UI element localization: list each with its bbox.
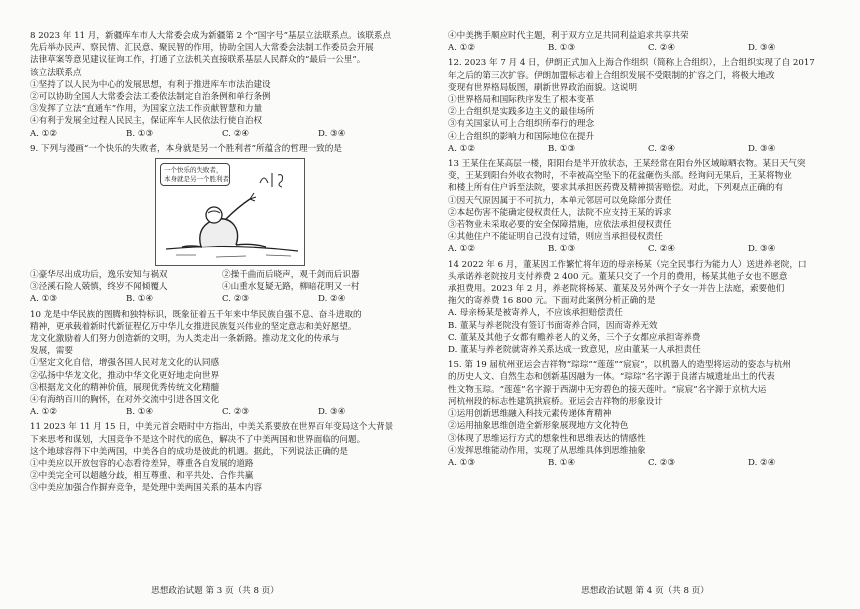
- answer-option: A. 母亲杨某是被寄养人，不应该承担赔偿责任: [448, 308, 623, 319]
- answer-choices: [448, 457, 848, 469]
- choice-d: D. ②④: [318, 294, 346, 305]
- statement-item: ④有海纳百川的胸怀，在对外交流中引进各国文化: [30, 395, 220, 406]
- question-stem: 10 龙是中华民族的图腾和独特标识，既象征着五千年来中华民族自强不息、奋斗进取的: [30, 309, 362, 320]
- question-stem: 这个地球容得下中美两国，中美各自的成功是彼此的机遇。据此，下列说法正确的是: [30, 446, 348, 457]
- choice-c: C. ②④: [222, 128, 250, 139]
- question-stem: 和楼上所有住户诉至法院，要求其承担医药费及精神损害赔偿。对此，下列观点正确的有: [448, 183, 784, 194]
- statement-item: ①因天气原因属于不可抗力，本单元邻居可以免除部分责任: [448, 195, 672, 206]
- choice-d: D. ③④: [318, 128, 346, 139]
- question-stem: 变现有世界格局版图，刷新世界政治面貌。这说明: [448, 82, 638, 93]
- choice-c: C. ②③: [648, 457, 676, 468]
- question-10: [30, 309, 414, 419]
- choice-d: D. ③④: [748, 43, 776, 54]
- choice-c: C. ②③: [222, 294, 250, 305]
- choice-b: B. ①④: [126, 407, 154, 418]
- question-stem: 8 2023 年 11 月，新疆库车市人大常委会成为新疆第 2 个“国字号”基层立法联系点。该联系点: [30, 31, 392, 41]
- choice-c: C. ②③: [222, 407, 250, 418]
- choice-c: C. ②④: [648, 244, 676, 255]
- question-stem: 拖欠的寄养费 16 800 元。下面对此案例分析正确的是: [448, 296, 656, 307]
- answer-choices: [30, 293, 414, 305]
- question-stem: 该立法联系点: [30, 67, 82, 78]
- statement-item: ②弘扬中华龙文化，推动中华文化更好地走向世界: [30, 370, 220, 381]
- question-stem: 14 2022 年 6 月，董某因工作繁忙将年迈的母亲杨某（完全民事行为能力人）送进养老院，口: [448, 259, 807, 270]
- answer-option: C. 董某及其他子女都有赡养老人的义务，三个子女都应承担寄养费: [448, 332, 701, 343]
- question-stem: 下来思考和谋划，大国竞争不是这个时代的底色，解决不了中美两国和世界面临的问题。: [30, 434, 366, 445]
- statement-item: ③中美应加强合作摒弃竞争，是处理中美两国关系的基本内容: [30, 483, 263, 494]
- cartoon-image: [155, 158, 305, 266]
- choice-d: D. ②④: [748, 457, 776, 468]
- statement-item: ②可以协助全国人大常委会法工委依法制定自治条例和单行条例: [30, 92, 271, 103]
- question-stem: 11 2023 年 11 月 15 日，中美元首会晤时中方指出，中美关系要放在世界百年变局这个大背景: [30, 422, 394, 433]
- question-stem: 年之后的第三次扩容。伊朗加盟标志着上合组织发展不受限制的扩容之门，将极大地改: [448, 70, 775, 81]
- question-12: [448, 57, 848, 155]
- statement-item: ②本起伤害不能确定侵权责任人，法院不应支持王某的诉求: [448, 207, 672, 218]
- question-stem: 9. 下列与漫画“一个快乐的失败者，本身就是另一个胜利者”所蕴含的哲理一致的是: [30, 143, 342, 154]
- question-stem: 河杭州段的标志性建筑拱宸桥。亚运会吉祥物的形象设计: [448, 396, 663, 407]
- statement-item: ④中美携手顺应时代主题，利于双方立足共同利益追求共享共荣: [448, 31, 689, 41]
- question-13: [448, 158, 848, 256]
- choice-a: A. ①②: [30, 128, 58, 139]
- question-15: [448, 359, 848, 469]
- choice-d: D. ③④: [748, 143, 776, 154]
- question-stem: 头承诺养老院按月支付养费 2 400 元。董某只交了一个月的费用，杨某其他子女也不愿意: [448, 271, 788, 282]
- statement-item: ②中美完全可以超越分歧，相互尊重、和平共处、合作共赢: [30, 471, 254, 482]
- statement-item: ④山重水复疑无路，柳暗花明又一村: [222, 282, 360, 293]
- statement-row: [30, 269, 414, 281]
- choice-b: B. ①③: [126, 128, 154, 139]
- choice-a: A. ①③: [30, 294, 58, 305]
- question-9: [30, 143, 414, 306]
- right-column: [448, 30, 848, 472]
- choice-a: A. ①②: [448, 244, 476, 255]
- answer-choices: [30, 406, 414, 418]
- choice-b: B. ①③: [548, 244, 576, 255]
- cartoon-caption: 一个快乐的失败者， 本身就是另一个胜利者: [160, 163, 230, 186]
- left-column: [30, 30, 414, 498]
- statement-item: ①豪华尽出成功后，逸乐安知与祸双: [30, 270, 168, 281]
- question-stem: 15. 第 19 届杭州亚运会吉祥物“琮琮”“莲莲”“宸宸”，以机器人的造型将运动的姿态与杭州: [448, 360, 791, 371]
- question-8: [30, 30, 414, 140]
- question-stem: 12. 2023 年 7 月 4 日，伊朗正式加入上海合作组织（简称上合组织），上合组织实现了自 2017: [448, 58, 815, 69]
- choice-c: C. ②④: [648, 143, 676, 154]
- question-stem: 发展，需要: [30, 346, 73, 357]
- page-footer: 思想政治试题 第 3 页（共 8 页）: [151, 586, 279, 596]
- question-14: [448, 259, 848, 357]
- statement-item: ④发挥思维能动作用，实现了从思维具体到思维抽象: [448, 445, 646, 456]
- question-stem: 13 王某住在某高层一楼，阳阳台是半开放状态，王某经常在阳台外区域晾晒衣物。某日天气突: [448, 159, 806, 170]
- statement-item: ②运用抽象思维创造全新形象展现地方文化特色: [448, 421, 629, 432]
- statement-item: ①坚定文化自信，增强各国人民对龙文化的认同感: [30, 358, 220, 369]
- question-11: [30, 421, 414, 494]
- answer-choices: [30, 128, 414, 140]
- choice-b: B. ①④: [126, 294, 154, 305]
- question-stem: 性文物玉琮。“莲莲”名字源于西湖中无穷碧色的接天莲叶。“宸宸”名字源于京杭大运: [448, 384, 767, 395]
- statement-item: ②上合组织是实践多边主义的最佳场所: [448, 107, 595, 118]
- statement-item: ③有关国家认可上合组织所奉行的理念: [448, 119, 595, 130]
- exam-page-4: [430, 0, 860, 609]
- statement-item: ①坚持了以人民为中心的发展思想，有利于推进库车市法治建设: [30, 79, 271, 90]
- question-stem: 变，王某到阳台外收衣物时，不幸被高空坠下的花盆砸伤头部。经询问无果后，王某将物业: [448, 171, 792, 182]
- statement-item: ④有利于发展全过程人民民主，保证库车人民依法行使自治权: [30, 116, 263, 127]
- choice-d: D. ③④: [318, 407, 346, 418]
- statement-item: ③根据龙文化的精神价值，展现优秀传统文化精髓: [30, 382, 220, 393]
- choice-b: B. ①③: [548, 43, 576, 54]
- statement-item: ①世界格局和国际秩序发生了根本变革: [448, 95, 595, 106]
- statement-item: ④上合组织的影响力和国际地位在提升: [448, 131, 595, 142]
- question-stem: 的历史人文、自然生态和创新基因融为一体。“琮琮”名字源于良渚古城遗址出土的代表: [448, 372, 775, 383]
- statement-item: ①中美应以开放包容的心态看待差异，尊重各自发展的道路: [30, 459, 254, 470]
- answer-choices: [448, 143, 848, 155]
- choice-a: A. ①③: [448, 457, 476, 468]
- choice-a: A. ①②: [448, 43, 476, 54]
- answer-choices: [448, 42, 848, 54]
- choice-d: D. ③④: [748, 244, 776, 255]
- statement-item: ④其他住户不能证明自己没有过错，则应当承担侵权责任: [448, 232, 663, 243]
- statement-item: ①运用创新思维融入科技元素传递体育精神: [448, 409, 612, 420]
- choice-b: B. ①④: [548, 457, 576, 468]
- choice-a: A. ①②: [448, 143, 476, 154]
- cartoon-figure-illustration: [156, 159, 306, 267]
- question-stem: 精神，更承载着新时代新征程亿万中华儿女推进民族复兴伟业的坚定意志和美好愿望。: [30, 321, 357, 332]
- statement-item: ③若物业未采取必要的安全保障措施，应依法承担侵权责任: [448, 220, 672, 231]
- choice-b: B. ①③: [548, 143, 576, 154]
- answer-option: D. 董某与养老院就寄养关系达成一致意见，应由董某一人承担责任: [448, 345, 701, 356]
- statement-item: ③体现了思维运行方式的想象性和思维表达的情感性: [448, 433, 646, 444]
- choice-c: C. ②④: [648, 43, 676, 54]
- question-stem: 承担费用。2023 年 2 月，养老院将杨某、董某及另外两个子女一并告上法庭，索要他们: [448, 284, 785, 295]
- page-footer: 思想政治试题 第 4 页（共 8 页）: [581, 586, 709, 596]
- statement-item: ③发挥了立法“直通车”作用，为国家立法工作贡献智慧和力量: [30, 104, 263, 115]
- question-stem: 先后举办民声、察民情、汇民意、聚民智的作用，协助全国人大常委会法制工作委员会开展: [30, 43, 374, 54]
- question-11-continued: [448, 30, 848, 54]
- statement-row: [30, 281, 414, 293]
- statement-item: ③泾溪石险人兢慎，终岁不闻倾覆人: [30, 282, 168, 293]
- choice-a: A. ①②: [30, 407, 58, 418]
- question-stem: 法律草案等意见建议征询工作，打通了立法机关直接联系基层人民群众的“最后一公里”。: [30, 55, 366, 66]
- answer-choices: [448, 243, 848, 255]
- answer-option: B. 董某与养老院没有签订书面寄养合同，因而寄养无效: [448, 320, 658, 331]
- statement-item: ②操千曲而后晓声，观千剑而后识器: [222, 270, 360, 281]
- question-stem: 龙文化激励着人们努力创造新的文明，为人类走出一条新路。推动龙文化的传承与: [30, 334, 340, 345]
